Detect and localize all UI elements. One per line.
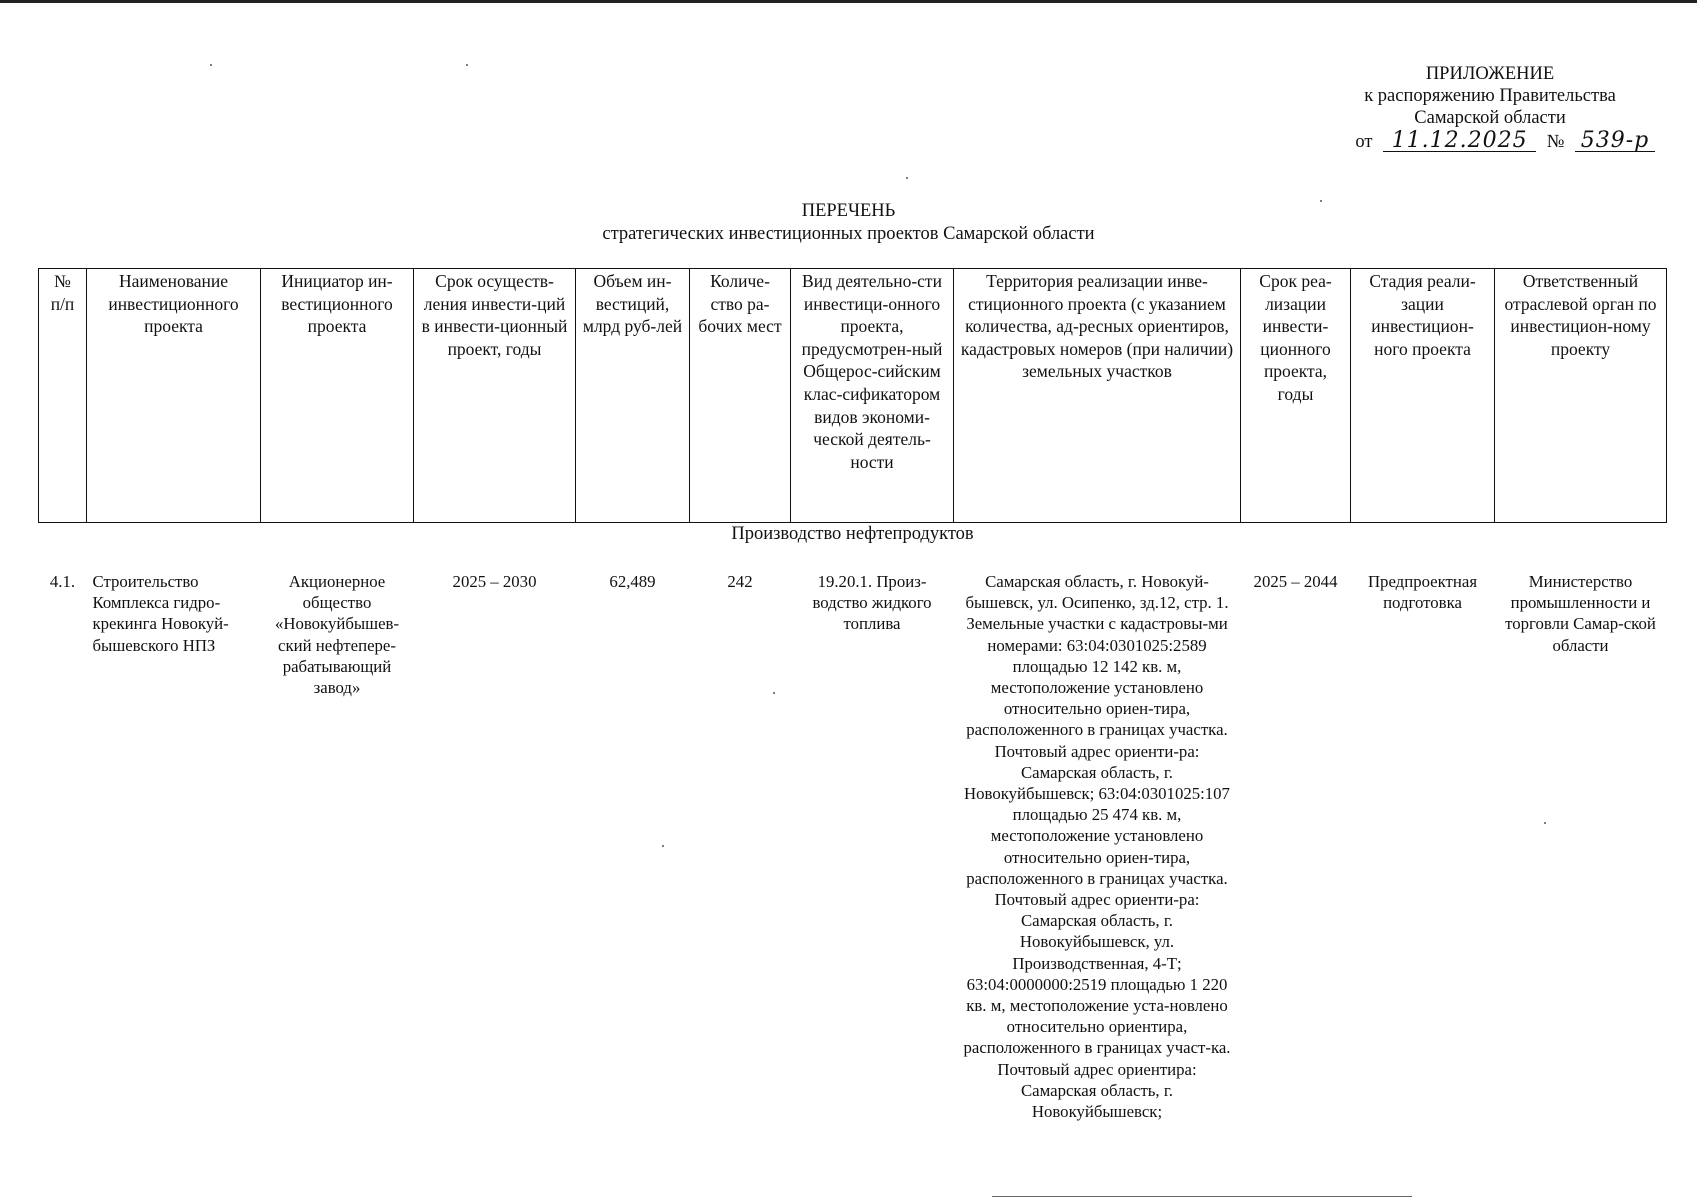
appendix-title: ПРИЛОЖЕНИЕ [1425,64,1555,84]
scan-speck [1320,200,1322,202]
number-prefix: № [1546,132,1565,152]
header-activity: Вид деятельно-сти инвестици-онного проекта, предусмотрен-ный Общерос-сийским клас-сификатором видов экономи-ческой деятель-ности [791,269,954,523]
header-territory: Территория реализации инве-стиционного проекта (с указанием количества, ад-ресных ориентиров, кадастровых номеров (при наличии) земельных участков [954,269,1241,523]
handwritten-number: 539-р [1575,131,1655,152]
appendix-date-row [1325,128,1655,153]
cell-realization-period: 2025 – 2044 [1253,572,1338,591]
scan-speck [662,845,664,847]
handwritten-date: 11.12.2025 [1383,131,1536,152]
cell-number: 4.1. [49,572,76,591]
header-jobs: Количе-ство ра-бочих мест [690,269,791,523]
section-row [39,523,1667,570]
scan-border-line [0,0,1697,3]
cell-project-name: Строительство Комплекса гидро-крекинга Новокуй-бышевского НПЗ [92,572,229,655]
date-prefix: от [1355,132,1373,152]
cell-stage: Предпроектная подготовка [1367,572,1478,613]
scan-speck [210,64,212,66]
document-title: ПЕРЕЧЕНЬ [801,201,896,221]
table-header-row [39,269,1667,523]
header-realization-period: Срок реа-лизации инвести-ционного проекта, годы [1241,269,1351,523]
projects-table [38,268,1667,1122]
appendix-line1: к распоряжению Правительства [1364,86,1616,106]
cell-invest-period: 2025 – 2030 [452,572,537,591]
appendix-line2: Самарской области [1414,108,1566,128]
cell-volume: 62,489 [609,572,656,591]
cell-territory: Самарская область, г. Новокуй-бышевск, ул. Осипенко, зд.12, стр. 1. Земельные участки с кадастровы-ми номерами: 63:04:0301025:2589 площадью 12 142 кв. м, местоположение установлено относительно ориен-тира, расположенного в границах участка. Почтовый адрес ориенти-ра: Самарская область, г. Новокуйбышевск; 63:04:0301025:107 площадью 25 474 кв. м, местоположение установлено относительно ориен-тира, расположенного в границах участка. Почтовый адрес ориенти-ра: Самарская область, г. Новокуйбышевск, ул. Производственная, 4-Т; 63:04:0000000:2519 площадью 1 220 кв. м, местоположение уста-новлено относительно ориентира, расположенного в границах участ-ка. Почтовый адрес ориентира: Самарская область, г. Новокуйбышевск; [963,572,1231,1122]
header-initiator: Инициатор ин-вестиционного проекта [261,269,414,523]
header-project-name: Наименование инвестиционного проекта [87,269,261,523]
header-volume: Объем ин-вестиций, млрд руб-лей [576,269,690,523]
header-responsible: Ответственный отраслевой орган по инвестицион-ному проекту [1495,269,1667,523]
header-stage: Стадия реали-зации инвестицион-ного проекта [1351,269,1495,523]
scan-bottom-line [992,1196,1412,1197]
scan-speck [773,692,775,694]
scan-speck [906,177,908,179]
scan-speck [466,64,468,66]
cell-jobs: 242 [727,572,753,591]
header-number: № п/п [39,269,87,523]
cell-responsible: Министерство промышленности и торговли Самар-ской области [1505,572,1656,655]
document-subtitle: стратегических инвестиционных проектов Самарской области [602,224,1095,244]
scan-speck [1544,822,1546,824]
cell-initiator: Акционерное общество «Новокуйбышев-ский нефтепере-рабатывающий завод» [274,572,400,698]
table-row [39,569,1667,1122]
cell-activity: 19.20.1. Произ-водство жидкого топлива [812,572,932,634]
header-invest-period: Срок осуществ-ления инвести-ций в инвести-ционный проект, годы [414,269,576,523]
appendix-block [1325,63,1655,153]
section-title: Производство нефтепродуктов [731,524,974,544]
document-title-block [0,200,1697,246]
